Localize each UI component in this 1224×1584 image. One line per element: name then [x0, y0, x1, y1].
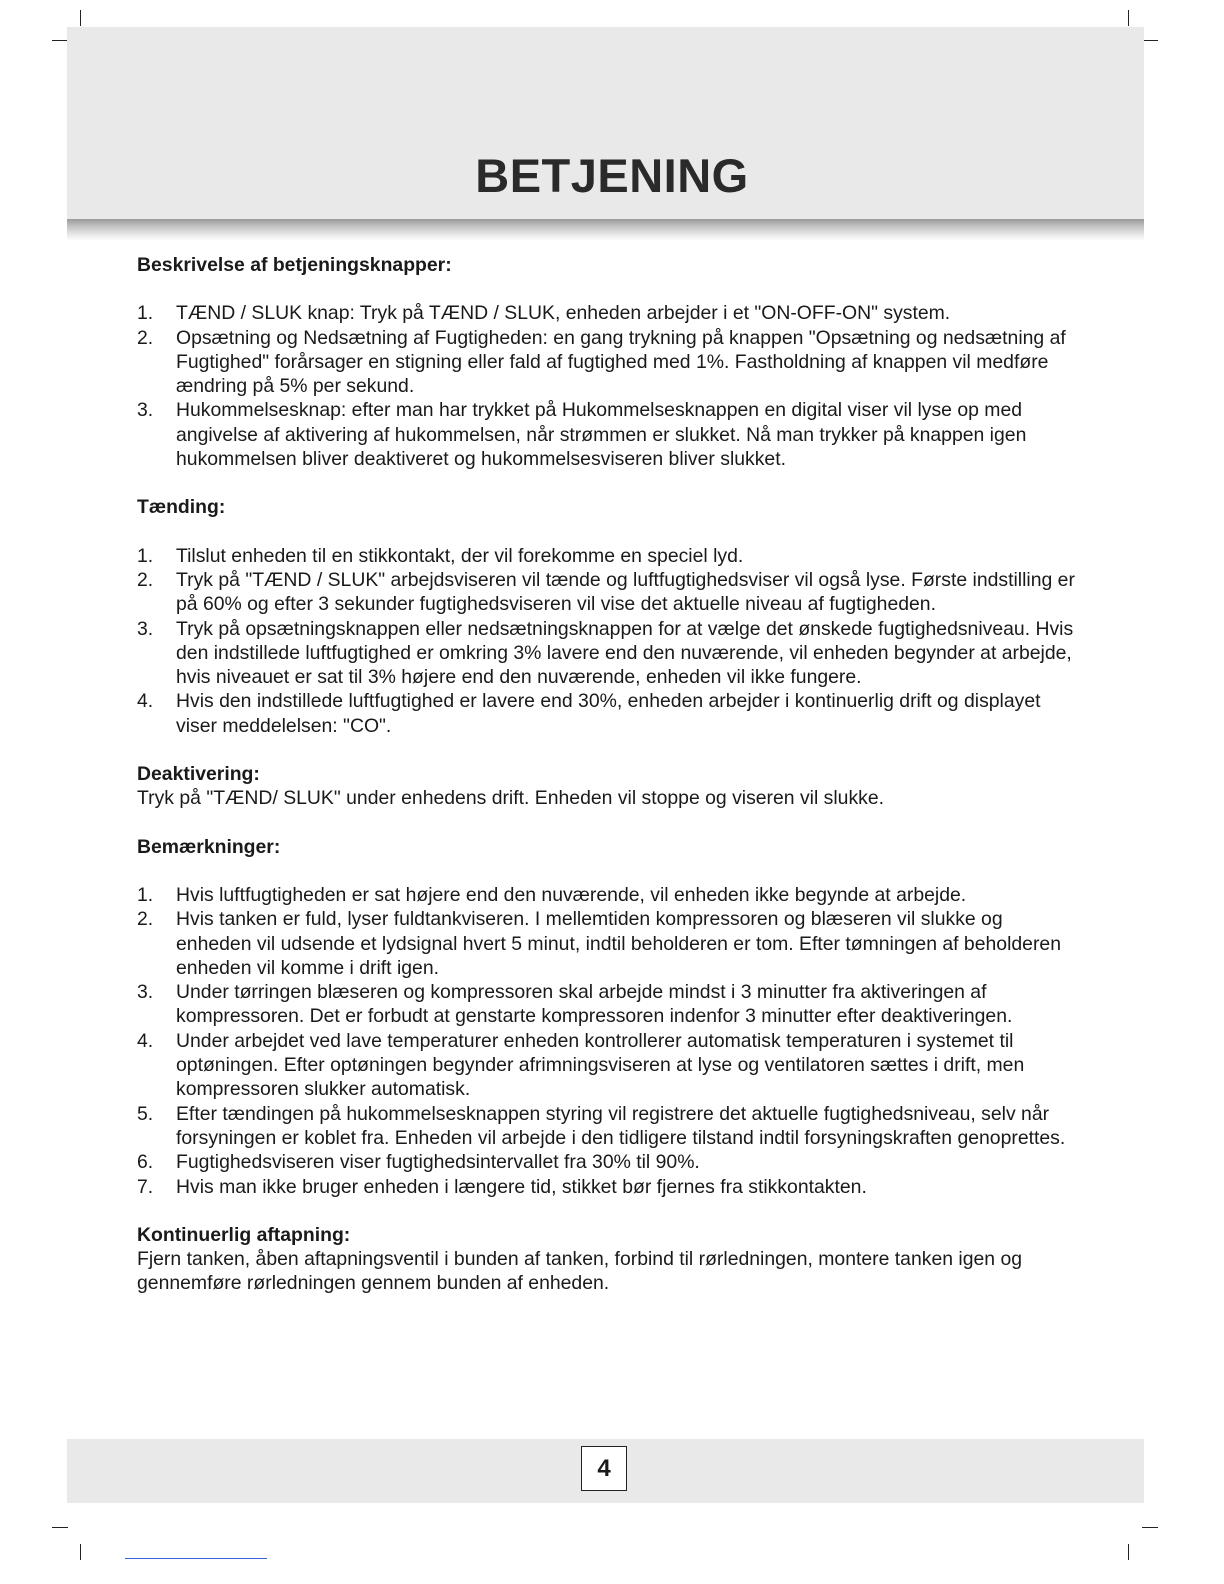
section-heading-power-on: Tænding:	[137, 496, 226, 519]
list-item-number: 3.	[137, 617, 154, 640]
list-item	[137, 883, 1082, 907]
remarks-list	[137, 883, 1082, 1199]
header-shadow	[67, 219, 1144, 241]
list-item-text: Hvis man ikke bruger enheden i længere tid, stikket bør fjernes fra stikkontakten.	[176, 1175, 867, 1198]
section-heading-controls: Beskrivelse af betjeningsknapper:	[137, 254, 452, 276]
list-item-number: 4.	[137, 1029, 154, 1052]
list-item-number: 1.	[137, 883, 154, 906]
section-heading-deactivation: Deaktivering:	[137, 763, 260, 786]
crop-mark-bottom-left	[52, 1527, 68, 1528]
crop-mark-top-left	[80, 10, 81, 26]
list-item-text: Hvis tanken er fuld, lyser fuldtankviseren. I mellemtiden kompressoren og blæseren vil slukke og enheden vil udsende et lydsignal hvert 5 minut, indtil beholderen er tom. Efter tømningen af beholderen enheden vil komme i drift igen.	[176, 908, 1061, 979]
list-item-number: 2.	[137, 326, 154, 349]
list-item	[137, 689, 1082, 738]
deactivation-paragraph: Tryk på "TÆND/ SLUK" under enhedens drift. Enheden vil stoppe og viseren vil slukke.	[137, 787, 885, 810]
list-item-number: 1.	[137, 302, 154, 325]
list-item-text: Under tørringen blæseren og kompressoren skal arbejde mindst i 3 minutter fra aktiveringen af kompressoren. Det er forbudt at genstarte kompressoren indenfor 3 minutter efter deaktiveringen.	[176, 981, 1013, 1028]
list-item-number: 4.	[137, 690, 154, 713]
document-body	[137, 253, 1082, 1296]
list-item-number: 2.	[137, 568, 154, 591]
list-item	[137, 326, 1082, 399]
list-item	[137, 544, 1082, 568]
list-item-text: Under arbejdet ved lave temperaturer enheden kontrollerer automatisk temperaturen i systemet til optøningen. Efter optøningen begynder afrimningsviseren at lyse og ventilatoren sættes i drift, men kompressoren slukker automatisk.	[176, 1029, 1025, 1101]
page-title: BETJENING	[475, 149, 749, 202]
section-heading-remarks: Bemærkninger:	[137, 835, 281, 858]
list-item-text: Tilslut enheden til en stikkontakt, der vil forekomme en speciel lyd.	[176, 544, 744, 567]
bottom-link-underline	[125, 1558, 267, 1559]
crop-mark-bottom-right	[1128, 1544, 1129, 1560]
list-item	[137, 1102, 1082, 1151]
page-number: 4	[581, 1446, 627, 1491]
list-item-text: Fugtighedsviseren viser fugtighedsintervallet fra 30% til 90%.	[176, 1151, 700, 1174]
list-item-text: Hvis luftfugtigheden er sat højere end den nuværende, vil enheden ikke begynde at arbejde.	[176, 883, 967, 906]
list-item-number: 2.	[137, 908, 154, 931]
crop-mark-top-right	[1128, 10, 1129, 26]
list-item-number: 3.	[137, 399, 154, 422]
list-item-text: Opsætning og Nedsætning af Fugtigheden: en gang trykning på knappen "Opsætning og nedsætning af Fugtighed" forårsager en stigning eller fald af fugtighed med 1%. Fastholdning af knappen vil medføre ændring på 5% per sekund.	[176, 326, 1066, 398]
crop-mark-top-right	[1142, 40, 1158, 41]
list-item	[137, 1175, 1082, 1199]
list-item	[137, 301, 1082, 325]
list-item-text: Hvis den indstillede luftfugtighed er lavere end 30%, enheden arbejder i kontinuerlig drift og displayet viser meddelelsen: "CO".	[176, 690, 1041, 737]
list-item	[137, 1150, 1082, 1174]
list-item	[137, 1029, 1082, 1102]
list-item	[137, 617, 1082, 690]
crop-mark-bottom-left	[80, 1544, 81, 1560]
list-item-number: 5.	[137, 1102, 154, 1125]
list-item-text: Hukommelsesknap: efter man har trykket på Hukommelsesknappen en digital viser vil lyse op med angivelse af aktivering af hukommelsen, når strømmen er slukket. Nå man trykker på knappen igen hukommelsen bliver deaktiveret og hukommelsesviseren bliver slukket.	[176, 399, 1027, 471]
controls-list	[137, 301, 1082, 471]
list-item	[137, 980, 1082, 1029]
list-item	[137, 907, 1082, 980]
list-item-text: Tryk på "TÆND / SLUK" arbejdsviseren vil tænde og luftfugtighedsviser vil også lyse. Første indstilling er på 60% og efter 3 sekunder fugtighedsviseren vil vise det aktuelle niveau af fugtigheden.	[176, 568, 1075, 616]
list-item-number: 6.	[137, 1151, 154, 1174]
continuous-drain-paragraph: Fjern tanken, åben aftapningsventil i bunden af tanken, forbind til rørledningen, montere tanken igen og gennemføre rørledningen gennem bunden af enheden.	[137, 1248, 1023, 1295]
list-item	[137, 568, 1082, 617]
crop-mark-top-left	[52, 40, 68, 41]
list-item-number: 7.	[137, 1175, 154, 1198]
crop-mark-bottom-right	[1142, 1527, 1158, 1528]
list-item	[137, 398, 1082, 471]
section-heading-continuous-drain: Kontinuerlig aftapning:	[137, 1223, 351, 1246]
list-item-number: 3.	[137, 981, 154, 1004]
list-item-text: Tryk på opsætningsknappen eller nedsætningsknappen for at vælge det ønskede fugtighedsniveau. Hvis den indstillede luftfugtighed er omkring 3% lavere end den nuværende, vil enheden begynder at arbejde, hvis niveauet er sat til 3% højere end den nuværende, enheden vil ikke fungere.	[176, 617, 1074, 689]
list-item-number: 1.	[137, 544, 154, 567]
power-on-list	[137, 544, 1082, 738]
list-item-text: Efter tændingen på hukommelsesknappen styring vil registrere det aktuelle fugtighedsniveau, selv når forsyningen er koblet fra. Enheden vil arbejde i den tidligere tilstand indtil forsyningskraften genoprettes.	[176, 1102, 1066, 1149]
list-item-text: TÆND / SLUK knap: Tryk på TÆND / SLUK, enheden arbejder i et "ON-OFF-ON" system.	[176, 302, 951, 325]
